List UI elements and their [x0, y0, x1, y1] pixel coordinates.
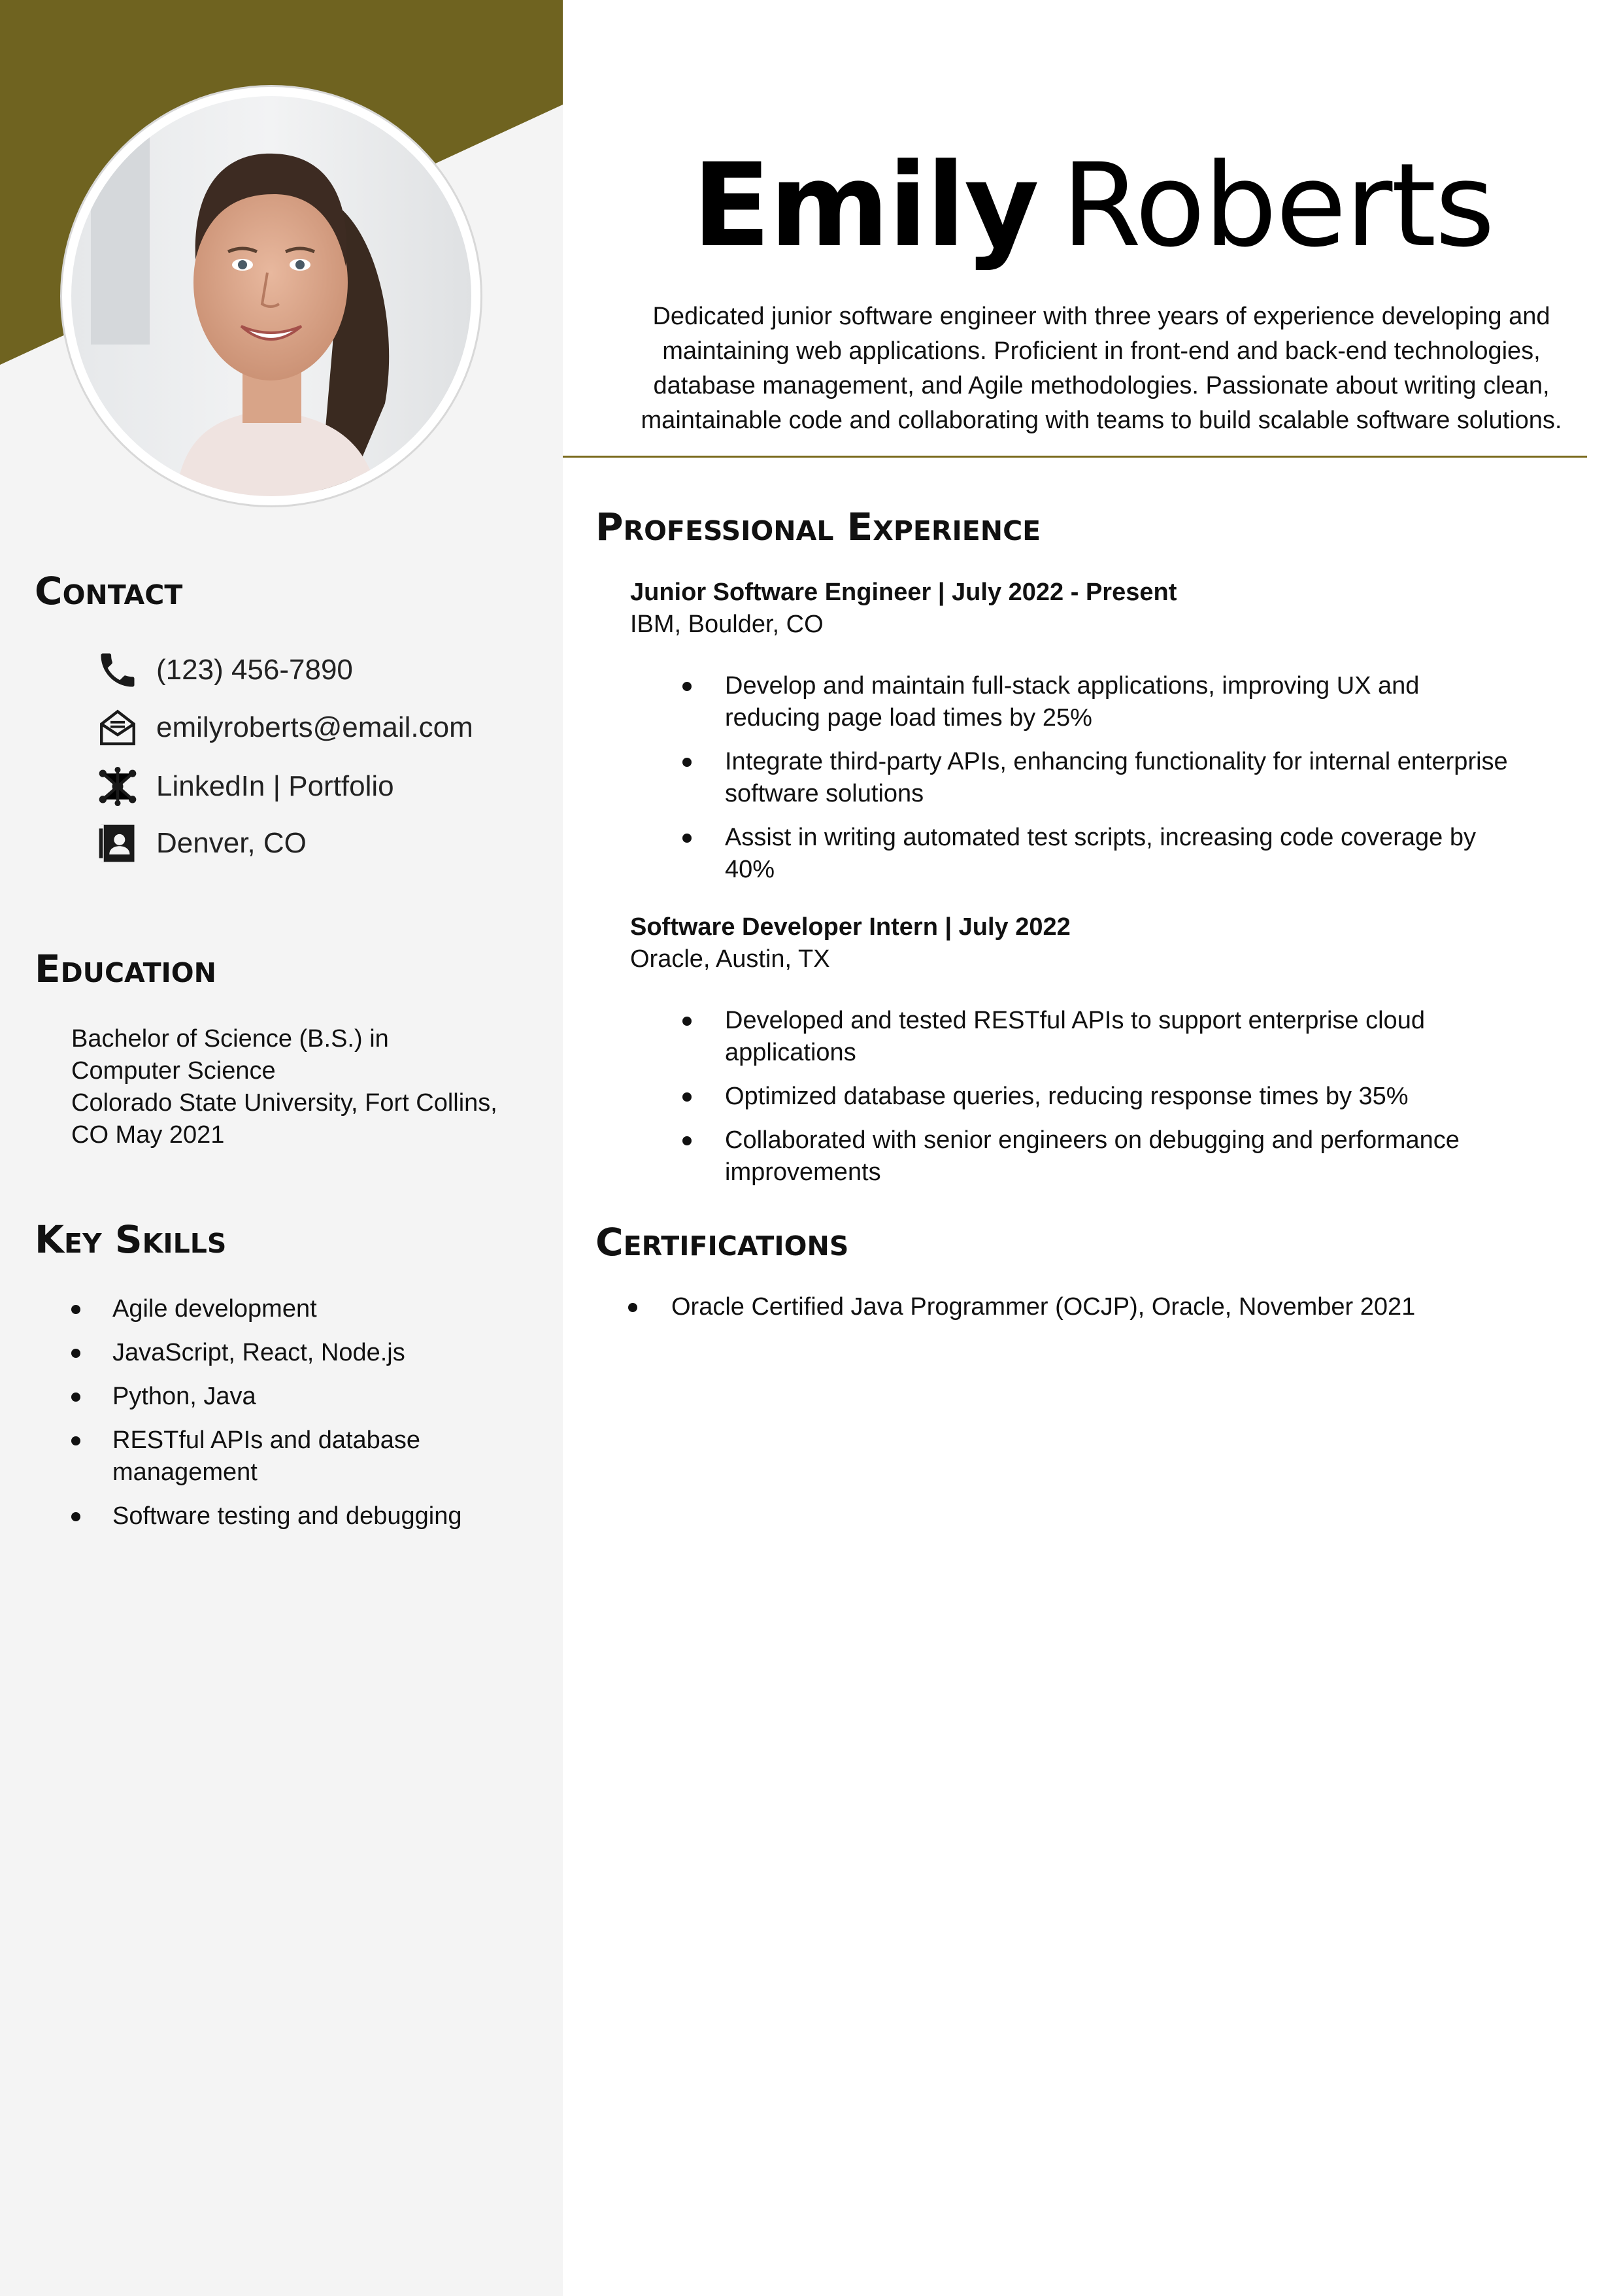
job-bullet: Developed and tested RESTful APIs to support enterprise cloud applications	[682, 1005, 1483, 1069]
job-bullet: Integrate third-party APIs, enhancing functionality for internal enterprise software solutions	[682, 746, 1542, 810]
education-line: CO May 2021	[71, 1121, 225, 1149]
contact-card-icon	[93, 820, 142, 866]
phone-icon	[93, 647, 142, 693]
job-bullets	[682, 670, 1552, 898]
education-line: Computer Science	[71, 1057, 276, 1085]
skills-heading: Key Skills	[35, 1217, 227, 1262]
header-divider	[563, 456, 1587, 458]
education-heading: Education	[35, 947, 216, 991]
job-bullet: Assist in writing automated test scripts, increasing code coverage by 40%	[682, 822, 1509, 886]
contact-heading: Contact	[35, 569, 183, 613]
first-name: Emily	[692, 139, 1038, 273]
job-company: Oracle, Austin, TX	[630, 945, 830, 973]
skill-item: JavaScript, React, Node.js	[71, 1337, 529, 1369]
job-bullet: Optimized database queries, reducing response times by 35%	[682, 1081, 1542, 1113]
contact-location-text: Denver, CO	[156, 827, 307, 859]
skill-item: Python, Java	[71, 1381, 529, 1413]
education-line: Colorado State University, Fort Collins,	[71, 1089, 497, 1117]
contact-links-text[interactable]: LinkedIn | Portfolio	[156, 770, 394, 802]
profile-summary: Dedicated junior software engineer with three years of experience developing and maintaining web applications. Proficient in front-end and back-end technologies, database management, and Agile methodologies. Passionate about writing clean, maintainable code and collaborating with teams to build scalable software solutions.	[641, 303, 1562, 434]
certifications-list	[628, 1291, 1576, 1323]
contact-email-text[interactable]: emilyroberts@email.com	[156, 711, 473, 743]
job-title: Junior Software Engineer | July 2022 - Present	[630, 579, 1177, 606]
last-name: Roberts	[1061, 139, 1494, 273]
email-icon	[93, 705, 142, 751]
skill-item: Software testing and debugging	[71, 1500, 529, 1532]
job-bullets	[682, 1005, 1552, 1200]
education-line: Bachelor of Science (B.S.) in	[71, 1025, 389, 1053]
portrait-image	[71, 96, 471, 496]
skill-item: Agile development	[71, 1293, 529, 1325]
job-company: IBM, Boulder, CO	[630, 611, 824, 638]
contact-phone-text: (123) 456-7890	[156, 654, 353, 686]
network-icon	[93, 764, 142, 809]
job-title: Software Developer Intern | July 2022	[630, 913, 1071, 941]
experience-heading: Professional Experience	[595, 505, 1041, 549]
contact-email	[93, 705, 473, 751]
certification-item: Oracle Certified Java Programmer (OCJP), Oracle, November 2021	[628, 1291, 1576, 1323]
skills-list	[71, 1293, 529, 1544]
education-details	[71, 1023, 529, 1151]
contact-location	[93, 820, 307, 866]
profile-photo	[62, 87, 480, 505]
certifications-heading: Certifications	[595, 1220, 849, 1264]
job-bullet: Collaborated with senior engineers on debugging and performance improvements	[682, 1124, 1509, 1189]
job-bullet: Develop and maintain full-stack applications, improving UX and reducing page load times by 25%	[682, 670, 1470, 734]
skill-item: RESTful APIs and database management	[71, 1425, 492, 1489]
candidate-name	[563, 141, 1623, 271]
contact-phone	[93, 647, 353, 693]
contact-links	[93, 764, 394, 809]
